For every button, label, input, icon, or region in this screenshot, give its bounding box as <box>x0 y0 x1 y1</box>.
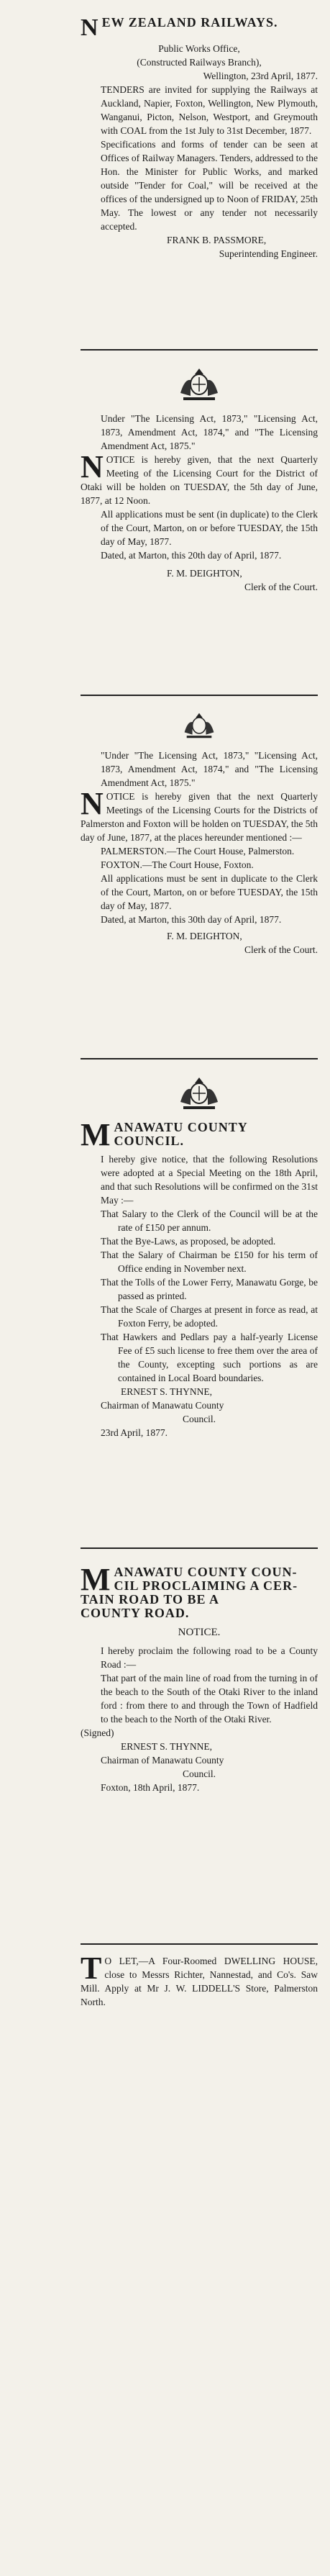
divider <box>81 1058 318 1059</box>
council-resolution-6: That Hawkers and Pedlars pay a half-yearly License Fee of £5 such license to free them over the area of the County, excepting such portions as are contained in Local Board boundaries. <box>101 1332 318 1383</box>
council-date: 23rd April, 1877. <box>101 1427 168 1438</box>
railways-title-initial: N <box>81 14 99 41</box>
council-signer: ERNEST S. THYNNE, <box>121 1386 213 1397</box>
county-road-proclamation <box>81 1562 318 1794</box>
council-title-line1: ANAWATU COUNTY <box>114 1120 248 1134</box>
royal-coat-of-arms-icon <box>81 1073 318 1113</box>
railways-signer: FRANK B. PASSMORE, <box>167 235 267 245</box>
road-title <box>81 1562 318 1620</box>
railways-dateline: Wellington, 23rd April, 1877. <box>203 71 318 81</box>
railways-branch: (Constructed Railways Branch), <box>137 57 262 68</box>
to-let-paragraph <box>81 1951 318 2009</box>
palmerston-foxton-licensing-notice <box>81 705 318 957</box>
pf-place-palmerston-text: —The Court House, Palmerston. <box>166 846 295 857</box>
otaki-signer: F. M. DEIGHTON, <box>167 568 242 579</box>
pf-act-heading: "Under "The Licensing Act, 1873," "Licensing Act, 1873, Amendment Act, 1874," and "The Licensing Amendment Act, 1875." <box>101 750 318 788</box>
road-notice-heading: NOTICE. <box>178 1627 221 1638</box>
council-intro: I hereby give notice, that the following Resolutions were adopted at a Special Meeting on the 18th April, and that such Resolutions will be confirmed on the 31st May :— <box>101 1154 318 1206</box>
otaki-signer-title: Clerk of the Court. <box>244 582 318 592</box>
divider <box>81 1943 318 1945</box>
road-title-initial: M <box>81 1562 111 1597</box>
road-signer-title-2: Council. <box>182 1768 216 1779</box>
otaki-applications-paragraph: All applications must be sent (in duplicate) to the Clerk of the Court, Marton, on or before TUESDAY, the 15th day of May, 1877. <box>101 509 318 547</box>
pf-applications-paragraph: All applications must be sent in duplicate to the Clerk of the Court, Marton, on or before TUESDAY, the 15th day of May, 1877. <box>101 873 318 911</box>
divider <box>81 349 318 351</box>
railways-tender-paragraph: TENDERS are invited for supplying the Railways at Auckland, Napier, Foxton, Wellington, New Plymouth, Wanganui, Picton, Nelson, Westport, and Greymouth with COAL from the 1st July to 31st December, 1877. <box>101 84 318 136</box>
otaki-notice-text: OTICE is hereby given, that the next Quarterly Meeting of the Licensing Court for the District of Otaki will be holden on TUESDAY, the 5th day of June, 1877, at 12 Noon. <box>81 454 318 506</box>
royal-coat-of-arms-icon <box>81 364 318 405</box>
otaki-act-heading: Under "The Licensing Act, 1873," "Licensing Act, 1873, Amendment Act, 1874," and "The Licensing Amendment Act, 1875." <box>101 413 318 451</box>
pf-signer-title: Clerk of the Court. <box>244 944 318 955</box>
council-signer-title-2: Council. <box>182 1414 216 1424</box>
pf-notice-paragraph <box>81 786 318 844</box>
council-resolution-5: That the Scale of Charges at present in force as read, at Foxton Ferry, be adopted. <box>101 1304 318 1329</box>
council-resolution-3: That the Salary of Chairman be £150 for his term of Office ending in November next. <box>101 1249 318 1274</box>
railways-title <box>81 14 318 41</box>
council-resolution-2: That the Bye-Laws, as proposed, be adopted. <box>101 1236 276 1247</box>
road-description-paragraph: That part of the main line of road from the turning in of the beach to the South of the Otaki River to the inland ford : from there to and through the Town of Hadfield to the beach to the North of the Otaki River. <box>101 1673 318 1725</box>
railways-office: Public Works Office, <box>158 43 240 54</box>
pf-place-palmerston-name: PALMERSTON. <box>101 846 167 857</box>
otaki-notice-paragraph <box>81 449 318 507</box>
road-proclaim-paragraph: I hereby proclaim the following road to be a County Road :— <box>101 1645 318 1670</box>
to-let-initial: T <box>81 1951 102 1986</box>
pf-notice-initial: N <box>81 786 104 821</box>
pf-dated-line: Dated, at Marton, this 30th day of April, 1877. <box>101 914 282 925</box>
council-resolution-4: That the Tolls of the Lower Ferry, Manawatu Gorge, be passed as printed. <box>101 1277 318 1301</box>
council-signer-title-1: Chairman of Manawatu County <box>101 1400 224 1411</box>
council-title-line2: COUNCIL. <box>114 1134 185 1148</box>
pf-place-palmerston <box>81 844 318 858</box>
road-title-line-1: ANAWATU COUNTY COUN- <box>114 1565 298 1579</box>
road-signed-label: (Signed) <box>81 1727 114 1738</box>
royal-coat-of-arms-icon <box>81 710 318 741</box>
pf-place-foxton-text: —The Court House, Foxton. <box>142 859 254 870</box>
otaki-notice-initial: N <box>81 449 104 484</box>
to-let-advertisement <box>81 1951 318 2009</box>
council-resolution-1: That Salary to the Clerk of the Council will be at the rate of £150 per annum. <box>101 1208 318 1233</box>
pf-notice-text: OTICE is hereby given that the next Quarterly Meetings of the Licensing Courts for the Districts of Palmerston and Foxton will be holden on TUESDAY, the 5th day of June, 1877, at the places hereunder mentioned :— <box>81 791 318 843</box>
road-title-line-3: TAIN ROAD TO BE A <box>81 1592 220 1606</box>
road-title-line-2: CIL PROCLAIMING A CER- <box>114 1578 298 1593</box>
divider <box>81 1547 318 1549</box>
railways-advertisement <box>81 16 318 261</box>
road-signer-title-1: Chairman of Manawatu County <box>101 1755 224 1766</box>
council-title-initial: M <box>81 1117 111 1152</box>
pf-place-foxton-name: FOXTON. <box>101 859 142 870</box>
railways-signer-title: Superintending Engineer. <box>219 248 318 259</box>
otaki-dated-line: Dated, at Marton, this 20th day of April, 1877. <box>101 550 282 561</box>
pf-place-foxton <box>81 858 318 872</box>
to-let-text: O LET,—A Four-Roomed DWELLING HOUSE, close to Messrs Richter, Nannestad, and Co's. Saw Mill. Apply at Mr J. W. LIDDELL'S Store, Palmerston North. <box>81 1956 318 2007</box>
road-date: Foxton, 18th April, 1877. <box>101 1782 200 1793</box>
council-title <box>81 1117 318 1152</box>
pf-signer: F. M. DEIGHTON, <box>167 931 242 941</box>
railways-specifications-paragraph: Specifications and forms of tender can be seen at Offices of Railway Managers. Tenders, addressed to the Hon. the Minister for Public Works, and marked outside "Tender for Coal," will be received at the offices of the undersigned up to Noon of FRIDAY, 25th May. The lowest or any tender not necessarily accepted. <box>101 139 318 232</box>
otaki-licensing-notice <box>81 360 318 594</box>
road-signer: ERNEST S. THYNNE, <box>121 1741 213 1752</box>
railways-title-text: EW ZEALAND RAILWAYS. <box>101 15 278 30</box>
divider <box>81 695 318 696</box>
manawatu-council-resolutions <box>81 1069 318 1440</box>
road-title-line-4: COUNTY ROAD. <box>81 1606 190 1620</box>
